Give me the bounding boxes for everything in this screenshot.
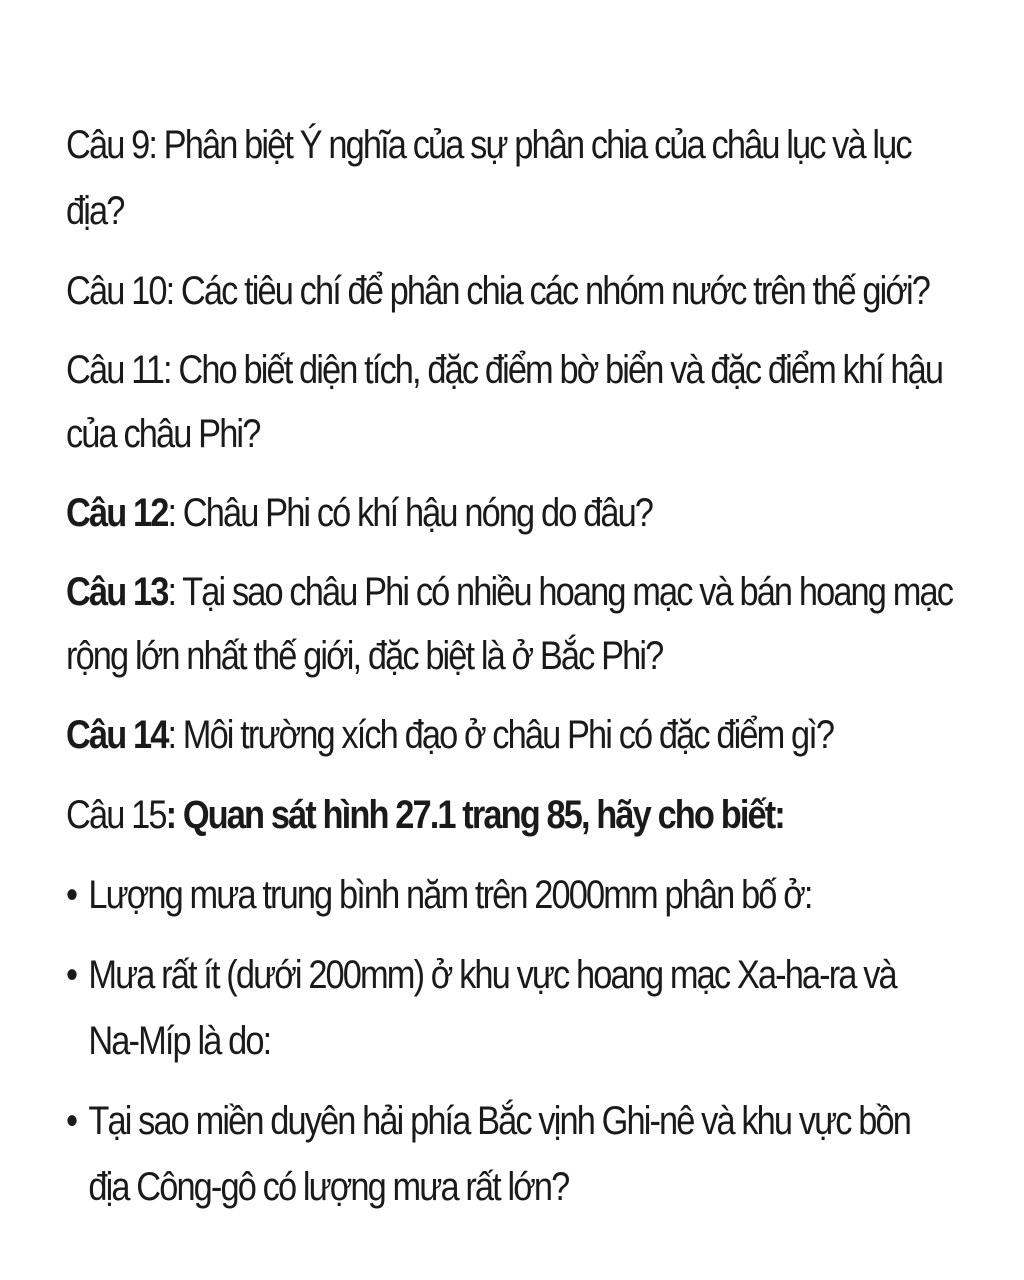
question-13 (66, 560, 960, 688)
question-separator: : (148, 123, 157, 167)
question-text: Phân biệt Ý nghĩa của sự phân chia của châu lục và lục địa? (66, 123, 911, 233)
question-11 (66, 338, 960, 466)
question-separator: : (163, 348, 171, 392)
question-text: Môi trường xích đạo ở châu Phi có đặc điểm gì? (175, 713, 834, 757)
question-separator: : (165, 269, 174, 313)
question-14 (66, 702, 960, 768)
question-15 (66, 782, 960, 848)
question-separator: : (167, 491, 176, 535)
question-15-bullets (66, 862, 966, 1220)
bullet-icon: • (66, 873, 77, 917)
question-9 (66, 112, 960, 244)
bullet-text: Mưa rất ít (dưới 200mm) ở khu vực hoang mạc Xa-ha-ra và Na-Míp là do: (88, 953, 896, 1063)
question-number: Câu 13 (66, 570, 168, 614)
question-number: Câu 11 (66, 348, 164, 392)
question-text: Cho biết diện tích, đặc điểm bờ biển và đặc điểm khí hậu của châu Phi? (66, 348, 943, 456)
question-separator: : (165, 793, 176, 837)
question-10 (66, 258, 960, 324)
question-separator: : (167, 713, 176, 757)
list-item (66, 1088, 948, 1220)
question-number: Câu 10 (66, 269, 166, 313)
question-text: Tại sao châu Phi có nhiều hoang mạc và bán hoang mạc rộng lớn nhất thế giới, đặc biệt là ở Bắc Phi? (66, 570, 953, 678)
bullet-text: Tại sao miền duyên hải phía Bắc vịnh Ghi-nê và khu vực bồn địa Công-gô có lượng mưa rất lớn? (88, 1099, 910, 1209)
question-number: Câu 12 (66, 491, 168, 535)
question-list (66, 112, 966, 1234)
question-number: Câu 15 (66, 793, 166, 837)
question-12 (66, 480, 960, 546)
question-text: Châu Phi có khí hậu nóng do đâu? (175, 491, 653, 535)
list-item (66, 942, 948, 1074)
list-item (66, 862, 948, 928)
question-number: Câu 9 (66, 123, 149, 167)
question-separator: : (167, 570, 176, 614)
bullet-icon: • (66, 953, 77, 997)
question-text: Quan sát hình 27.1 trang 85, hãy cho biết: (175, 793, 784, 837)
bullet-text: Lượng mưa trung bình năm trên 2000mm phân bố ở: (88, 873, 812, 917)
question-text: Các tiêu chí để phân chia các nhóm nước trên thế giới? (173, 269, 930, 313)
question-number: Câu 14 (66, 713, 168, 757)
bullet-icon: • (66, 1099, 77, 1143)
